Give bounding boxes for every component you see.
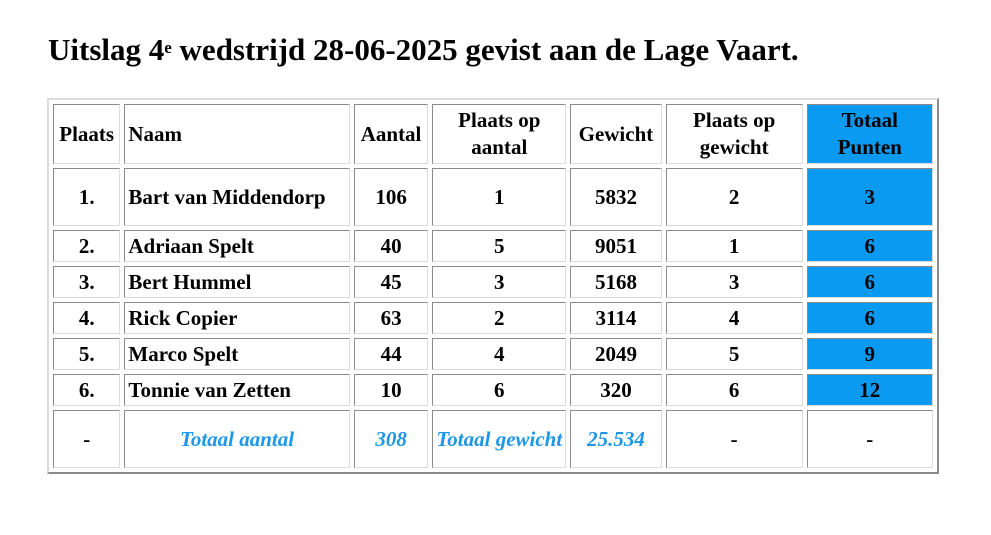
title-prefix: Uitslag 4: [48, 32, 165, 67]
cell-aantal: 40: [354, 230, 429, 262]
cell-gewicht: 5168: [570, 266, 662, 298]
cell-naam: Adriaan Spelt: [124, 230, 349, 262]
cell-totaal-punten: 9: [807, 338, 933, 370]
cell-gewicht: 320: [570, 374, 662, 406]
cell-plaats: 5.: [53, 338, 120, 370]
cell-aantal: 106: [354, 168, 429, 226]
cell-aantal: 10: [354, 374, 429, 406]
header-row: [53, 104, 933, 164]
totals-gewicht-label: Totaal gewicht: [432, 410, 566, 468]
totals-aantal-label: Totaal aantal: [124, 410, 349, 468]
cell-totaal-punten: 6: [807, 266, 933, 298]
cell-plaats-op-aantal: 2: [432, 302, 566, 334]
cell-plaats: 6.: [53, 374, 120, 406]
cell-plaats-op-gewicht: 4: [666, 302, 803, 334]
table-row: [53, 266, 933, 298]
totals-aantal-value: 308: [354, 410, 429, 468]
cell-naam: Tonnie van Zetten: [124, 374, 349, 406]
cell-totaal-punten: 6: [807, 302, 933, 334]
cell-plaats: 3.: [53, 266, 120, 298]
table-row: [53, 168, 933, 226]
cell-naam: Bert Hummel: [124, 266, 349, 298]
cell-plaats-op-gewicht: 2: [666, 168, 803, 226]
cell-gewicht: 3114: [570, 302, 662, 334]
cell-aantal: 44: [354, 338, 429, 370]
title-superscript: e: [164, 38, 172, 57]
cell-gewicht: 2049: [570, 338, 662, 370]
cell-plaats: 4.: [53, 302, 120, 334]
title-suffix: wedstrijd 28-06-2025 gevist aan de Lage Vaart.: [171, 32, 799, 67]
header-totaal-punten: Totaal Punten: [807, 104, 933, 164]
cell-gewicht: 9051: [570, 230, 662, 262]
cell-totaal-punten: 12: [807, 374, 933, 406]
cell-naam: Marco Spelt: [124, 338, 349, 370]
results-table: [47, 98, 939, 474]
table-row: [53, 338, 933, 370]
cell-aantal: 45: [354, 266, 429, 298]
header-plaats: Plaats: [53, 104, 120, 164]
cell-plaats-op-gewicht: 3: [666, 266, 803, 298]
header-naam: Naam: [124, 104, 349, 164]
header-gewicht: Gewicht: [570, 104, 662, 164]
cell-plaats-op-gewicht: 5: [666, 338, 803, 370]
table-row: [53, 302, 933, 334]
header-plaats-op-aantal: Plaats op aantal: [432, 104, 566, 164]
cell-naam: Rick Copier: [124, 302, 349, 334]
cell-totaal-punten: 3: [807, 168, 933, 226]
cell-plaats: 1.: [53, 168, 120, 226]
totals-totaal-punten: -: [807, 410, 933, 468]
cell-gewicht: 5832: [570, 168, 662, 226]
totals-gewicht-value: 25.534: [570, 410, 662, 468]
totals-row: [53, 410, 933, 468]
table-row: [53, 230, 933, 262]
cell-plaats-op-aantal: 4: [432, 338, 566, 370]
totals-plaats-op-gewicht: -: [666, 410, 803, 468]
cell-plaats: 2.: [53, 230, 120, 262]
cell-naam: Bart van Middendorp: [124, 168, 349, 226]
totals-plaats: -: [53, 410, 120, 468]
cell-plaats-op-aantal: 3: [432, 266, 566, 298]
cell-plaats-op-aantal: 6: [432, 374, 566, 406]
cell-aantal: 63: [354, 302, 429, 334]
header-aantal: Aantal: [354, 104, 429, 164]
cell-plaats-op-gewicht: 1: [666, 230, 803, 262]
cell-plaats-op-aantal: 1: [432, 168, 566, 226]
cell-totaal-punten: 6: [807, 230, 933, 262]
page-title: [48, 28, 799, 72]
header-plaats-op-gewicht: Plaats op gewicht: [666, 104, 803, 164]
table-row: [53, 374, 933, 406]
cell-plaats-op-aantal: 5: [432, 230, 566, 262]
cell-plaats-op-gewicht: 6: [666, 374, 803, 406]
